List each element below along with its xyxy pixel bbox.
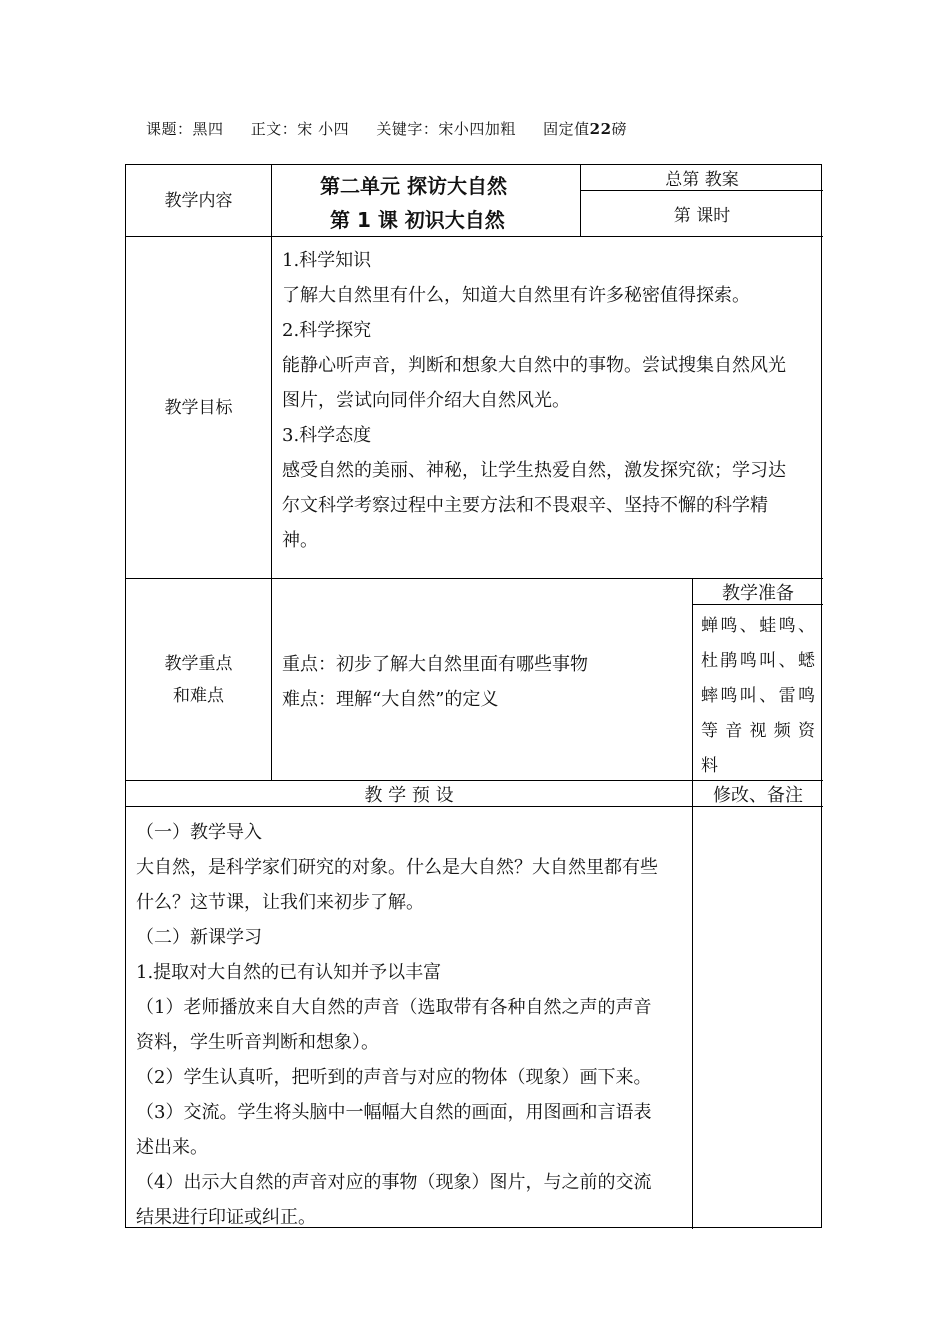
plan-line: （3）交流。学生将头脑中一幅幅大自然的画面，用图画和言语表	[136, 1102, 652, 1123]
goal-line: 了解大自然里有什么，知道大自然里有许多秘密值得探索。	[282, 285, 750, 306]
format-note-title: 课题：黑四	[146, 120, 224, 138]
lesson-title: 第 1 课 初识大自然	[330, 208, 505, 232]
notes-cell	[693, 807, 823, 1227]
teaching-plan-header: 教 学 预 设	[364, 784, 454, 806]
format-note-keyword: 关键字：宋小四加粗	[376, 120, 516, 138]
teaching-goals-content	[272, 237, 823, 578]
difficult-point: 难点：理解“大自然”的定义	[282, 689, 499, 710]
teaching-prep-content: 蝉鸣、蛙鸣、 杜鹃鸣叫、蟋 蟀鸣叫、雷鸣 等音视频资 料	[701, 616, 815, 776]
format-note	[146, 118, 649, 139]
goal-line: 神。	[282, 530, 318, 551]
label-key-points: 教学重点 和难点	[164, 653, 233, 706]
plan-line: （一）教学导入	[136, 822, 262, 843]
lesson-title-cell	[272, 165, 580, 236]
plan-line: 1.提取对大自然的已有认知并予以丰富	[136, 962, 442, 983]
format-note-body: 正文：宋 小四	[250, 120, 350, 138]
plan-line: （2）学生认真听，把听到的声音与对应的物体（现象）画下来。	[136, 1067, 652, 1088]
total-lesson-number: 总第 教案	[665, 170, 739, 190]
plan-line: （4）出示大自然的声音对应的事物（现象）图片，与之前的交流	[136, 1172, 652, 1193]
important-point: 重点：初步了解大自然里面有哪些事物	[282, 654, 588, 675]
plan-line: （1）老师播放来自大自然的声音（选取带有各种自然之声的声音	[136, 997, 652, 1018]
lesson-plan-table	[125, 164, 822, 1228]
label-teaching-goals: 教学目标	[164, 397, 233, 418]
unit-title: 第二单元 探访大自然	[320, 174, 507, 198]
plan-line: 大自然，是科学家们研究的对象。什么是大自然？大自然里都有些	[136, 857, 658, 878]
goal-line: 3.科学态度	[282, 425, 372, 446]
label-teaching-content: 教学内容	[164, 190, 233, 211]
goal-line: 感受自然的美丽、神秘，让学生热爱自然，激发探究欲；学习达	[282, 460, 786, 481]
teaching-plan-content	[126, 807, 692, 1227]
class-period-number: 第 课时	[673, 206, 731, 226]
plan-line: （二）新课学习	[136, 927, 262, 948]
notes-header: 修改、备注	[713, 784, 803, 806]
plan-line: 什么？这节课，让我们来初步了解。	[136, 892, 424, 913]
goal-line: 尔文科学考察过程中主要方法和不畏艰辛、坚持不懈的科学精	[282, 495, 768, 516]
key-points-content	[282, 647, 682, 717]
goal-line: 1.科学知识	[282, 250, 372, 271]
format-note-line-height: 固定值22磅	[543, 120, 628, 138]
goal-line: 图片，尝试向同伴介绍大自然风光。	[282, 390, 570, 411]
teaching-prep-header: 教学准备	[722, 582, 794, 604]
plan-line: 结果进行印证或纠正。	[136, 1207, 316, 1228]
goal-line: 2.科学探究	[282, 320, 372, 341]
plan-line: 述出来。	[136, 1137, 208, 1158]
plan-line: 资料，学生听音判断和想象）。	[136, 1032, 379, 1053]
goal-line: 能静心听声音，判断和想象大自然中的事物。尝试搜集自然风光	[282, 355, 786, 376]
